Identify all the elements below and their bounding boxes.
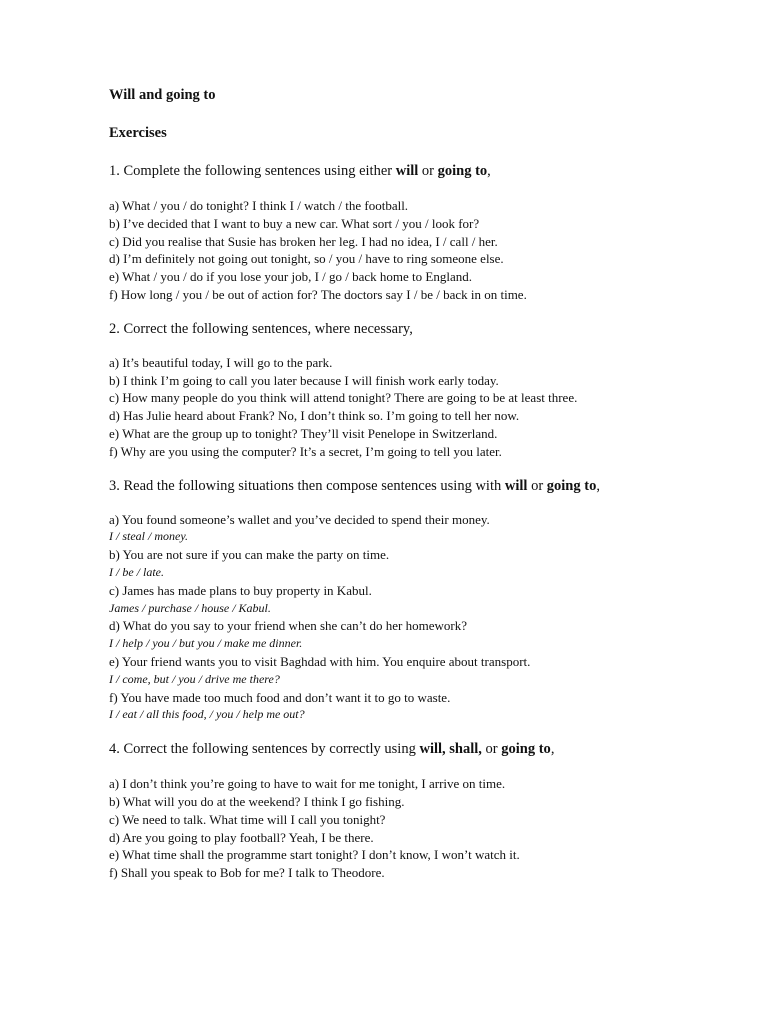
keyword-going-to: going to [437, 163, 488, 179]
keyword-will: will [395, 163, 419, 179]
list-item: e) What are the group up to tonight? They’ll visit Penelope in Switzerland. [109, 425, 498, 441]
list-item: d) Are you going to play football? Yeah, I be there. [109, 829, 374, 845]
heading-text: 1. Complete the following sentences using either [109, 163, 396, 179]
exercise-3-heading [109, 477, 749, 495]
keyword-will-shall: will, shall, [419, 741, 482, 758]
heading-text: , [487, 163, 491, 179]
exercise-2-items [109, 354, 749, 461]
exercise-2 [109, 320, 749, 461]
heading-text: 3. Read the following situations then compose sentences using with [109, 477, 505, 494]
situation-item: a) You found someone’s wallet and you’ve decided to spend their money. [109, 511, 490, 527]
situation-prompt: I / eat / all this food, / you / help me out? [109, 707, 305, 722]
list-item: f) Why are you using the computer? It’s a secret, I’m going to tell you later. [109, 443, 502, 459]
situation-item: d) What do you say to your friend when she can’t do her homework? [109, 618, 468, 634]
heading-text: or [527, 477, 547, 494]
list-item: b) I think I’m going to call you later because I will finish work early today. [109, 372, 499, 388]
heading-text: 4. Correct the following sentences by correctly using [109, 741, 420, 758]
situation-prompt: I / help / you / but you / make me dinner. [109, 636, 303, 651]
situation-item: c) James has made plans to buy property in Kabul. [109, 582, 372, 598]
list-item: c) We need to talk. What time will I call you tonight? [109, 811, 386, 827]
situation-prompt: I / steal / money. [109, 529, 188, 544]
list-item: d) I’m definitely not going out tonight, so / you / have to ring someone else. [109, 251, 504, 267]
situation-prompt: I / be / late. [109, 564, 164, 579]
list-item: e) What / you / do if you lose your job, I / go / back home to England. [109, 269, 472, 285]
exercise-1 [109, 162, 749, 304]
situation-item: f) You have made too much food and don’t want it to go to waste. [109, 689, 451, 705]
list-item: d) Has Julie heard about Frank? No, I don’t think so. I’m going to tell her now. [109, 408, 520, 424]
document-subtitle: Exercises [109, 125, 167, 141]
heading-text: or [481, 741, 502, 758]
list-item: f) How long / you / be out of action for? The doctors say I / be / back in on time. [109, 286, 527, 302]
exercise-4 [109, 740, 749, 882]
keyword-will: will [504, 477, 528, 494]
document-page [109, 86, 749, 882]
situation-prompt: James / purchase / house / Kabul. [109, 600, 271, 615]
document-title: Will and going to [109, 87, 216, 103]
list-item: a) What / you / do tonight? I think I / watch / the football. [109, 198, 409, 213]
exercise-3-items [109, 511, 749, 725]
list-item: f) Shall you speak to Bob for me? I talk to Theodore. [109, 865, 385, 881]
situation-item: b) You are not sure if you can make the party on time. [109, 547, 390, 563]
exercise-1-items [109, 197, 749, 304]
keyword-going-to: going to [546, 477, 597, 494]
keyword-going-to: going to [501, 741, 551, 758]
situation-item: e) Your friend wants you to visit Baghdad with him. You enquire about transport. [109, 653, 531, 669]
list-item: b) What will you do at the weekend? I think I go fishing. [109, 793, 405, 809]
exercise-4-items [109, 775, 749, 882]
heading-text: or [418, 163, 438, 179]
exercise-4-heading [109, 740, 749, 758]
list-item: a) I don’t think you’re going to have to wait for me tonight, I arrive on time. [109, 776, 506, 792]
situation-prompt: I / come, but / you / drive me there? [109, 671, 280, 686]
exercise-2-heading [109, 320, 749, 338]
heading-text: 2. Correct the following sentences, where necessary, [109, 320, 413, 337]
heading-text: , [550, 741, 555, 758]
list-item: c) How many people do you think will attend tonight? There are going to be at least three. [109, 390, 578, 406]
list-item: c) Did you realise that Susie has broken her leg. I had no idea, I / call / her. [109, 233, 498, 249]
exercise-3 [109, 477, 749, 725]
list-item: b) I’ve decided that I want to buy a new car. What sort / you / look for? [109, 215, 480, 231]
exercise-1-heading [109, 162, 749, 180]
list-item: e) What time shall the programme start tonight? I don’t know, I won’t watch it. [109, 847, 520, 863]
list-item: a) It’s beautiful today, I will go to the park. [109, 354, 333, 370]
heading-text: , [596, 477, 600, 494]
